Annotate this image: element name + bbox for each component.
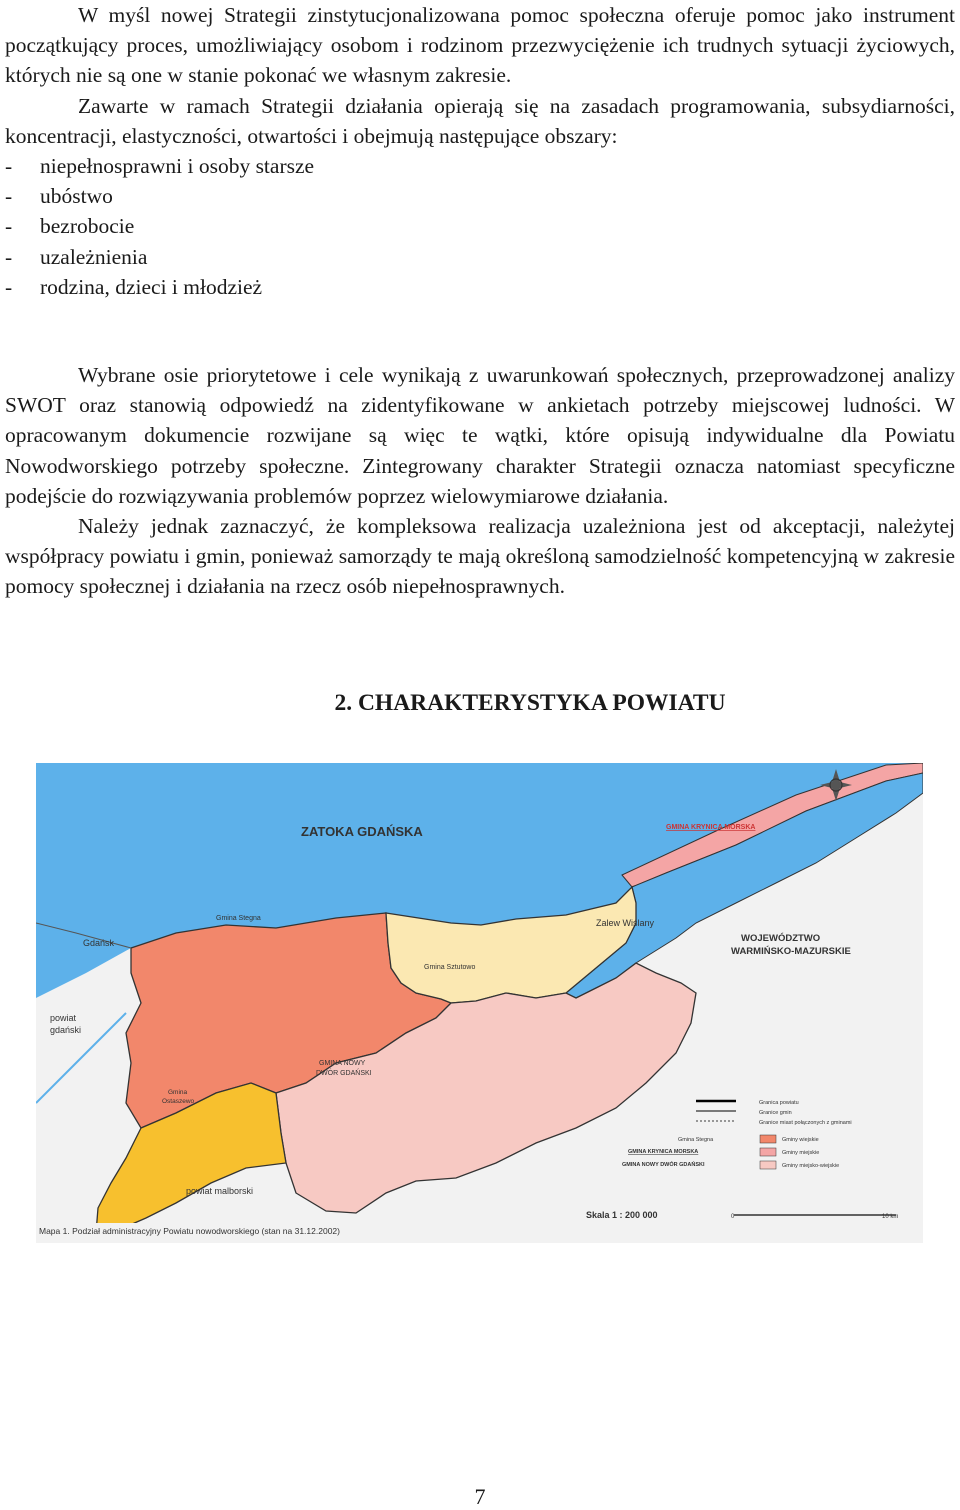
- svg-text:Granica powiatu: Granica powiatu: [759, 1100, 799, 1106]
- list-item: - uzależnienia: [5, 244, 148, 269]
- svg-text:Gminy wiejskie: Gminy wiejskie: [782, 1137, 819, 1143]
- section-heading: 2. CHARAKTERYSTYKA POWIATU: [334, 690, 726, 716]
- label-sztutowo: Gmina Sztutowo: [424, 964, 476, 971]
- svg-text:Gmina Stegna: Gmina Stegna: [678, 1137, 714, 1143]
- map-scale: Skala 1 : 200 000: [586, 1210, 658, 1220]
- label-nowy-dwor-1: GMINA NOWY: [319, 1060, 366, 1067]
- svg-text:Granice gmin: Granice gmin: [759, 1110, 792, 1116]
- areas-list: [5, 151, 955, 302]
- label-nowy-dwor-2: DWÓR GDAŃSKI: [316, 1070, 372, 1077]
- list-item: - bezrobocie: [5, 214, 135, 239]
- scale-start: 0: [731, 1214, 735, 1220]
- page-number: 7: [474, 1484, 486, 1509]
- label-zatoka: ZATOKA GDAŃSKA: [301, 824, 423, 839]
- svg-text:Granice miast połączonych z gm: Granice miast połączonych z gminami: [759, 1120, 852, 1126]
- administrative-map: [36, 763, 923, 1243]
- label-gdansk: Gdańsk: [83, 938, 115, 948]
- label-powiat-gdanski-2: gdański: [50, 1025, 82, 1035]
- body-text-2: [5, 360, 955, 602]
- label-ostaszewo-1: Gmina: [168, 1089, 188, 1096]
- svg-text:GMINA KRYNICA MORSKA: GMINA KRYNICA MORSKA: [628, 1149, 699, 1155]
- svg-text:GMINA NOWY DWÓR GDAŃSKI: GMINA NOWY DWÓR GDAŃSKI: [622, 1162, 705, 1168]
- label-warminsko-mazurskie: WARMIŃSKO-MAZURSKIE: [731, 946, 851, 957]
- svg-text:Gminy miejskie: Gminy miejskie: [782, 1150, 820, 1156]
- paragraph-cooperation: Należy jednak zaznaczyć, że kompleksowa realizacja uzależniona jest od akceptacji, należytej współpracy powiatu i gmin, ponieważ samorządy te mają określoną samodzielność kompetencyjną w zakresie pomocy społecznej i działania na rzecz osób niepełnosprawnych.: [5, 514, 955, 599]
- label-powiat-gdanski-1: powiat: [50, 1013, 77, 1023]
- body-text: [5, 0, 955, 302]
- map-caption: Mapa 1. Podział administracyjny Powiatu nowodworskiego (stan na 31.12.2002): [39, 1226, 340, 1236]
- list-item: - ubóstwo: [5, 184, 113, 209]
- paragraph-priorities: Wybrane osie priorytetowe i cele wynikają z uwarunkowań społecznych, przeprowadzonej analizy SWOT oraz stanowią odpowiedź na zidentyfikowane w ankietach potrzeby miejscowej ludności. W opracowanym dokumencie rozwijane są więc te wątki, które opisują indywidualne dla Powiatu Nowodworskiego potrzeby społeczne. Zintegrowany charakter Strategii oznacza natomiast specyficzne podejście do rozwiązywania problemów poprzez wielowymiarowe działania.: [5, 363, 955, 508]
- svg-text:Gminy miejsko-wiejskie: Gminy miejsko-wiejskie: [782, 1163, 840, 1169]
- label-wojewodztwo: WOJEWÓDZTWO: [741, 933, 821, 944]
- label-krynica: GMINA KRYNICA MORSKA: [666, 824, 756, 831]
- list-item: - niepełnosprawni i osoby starsze: [5, 154, 315, 179]
- label-ostaszewo-2: Ostaszewo: [162, 1098, 195, 1105]
- paragraph-intro: W myśl nowej Strategii zinstytucjonalizowana pomoc społeczna oferuje pomoc jako instrument początkujący proces, umożliwiający osobom i rodzinom przezwyciężenie ich trudnych sytuacji życiowych, których nie są one w stanie pokonać we własnym zakresie.: [5, 3, 955, 88]
- label-zalew: Zalew Wiślany: [596, 918, 655, 928]
- list-item: - rodzina, dzieci i młodzież: [5, 274, 263, 299]
- label-powiat-malborski: powiat malborski: [186, 1186, 254, 1196]
- label-stegna: Gmina Stegna: [216, 915, 261, 922]
- paragraph-principles: Zawarte w ramach Strategii działania opierają się na zasadach programowania, subsydiarności, koncentracji, elastyczności, otwartości i obejmują następujące obszary:: [5, 93, 955, 148]
- scale-end: 10 km: [882, 1214, 899, 1220]
